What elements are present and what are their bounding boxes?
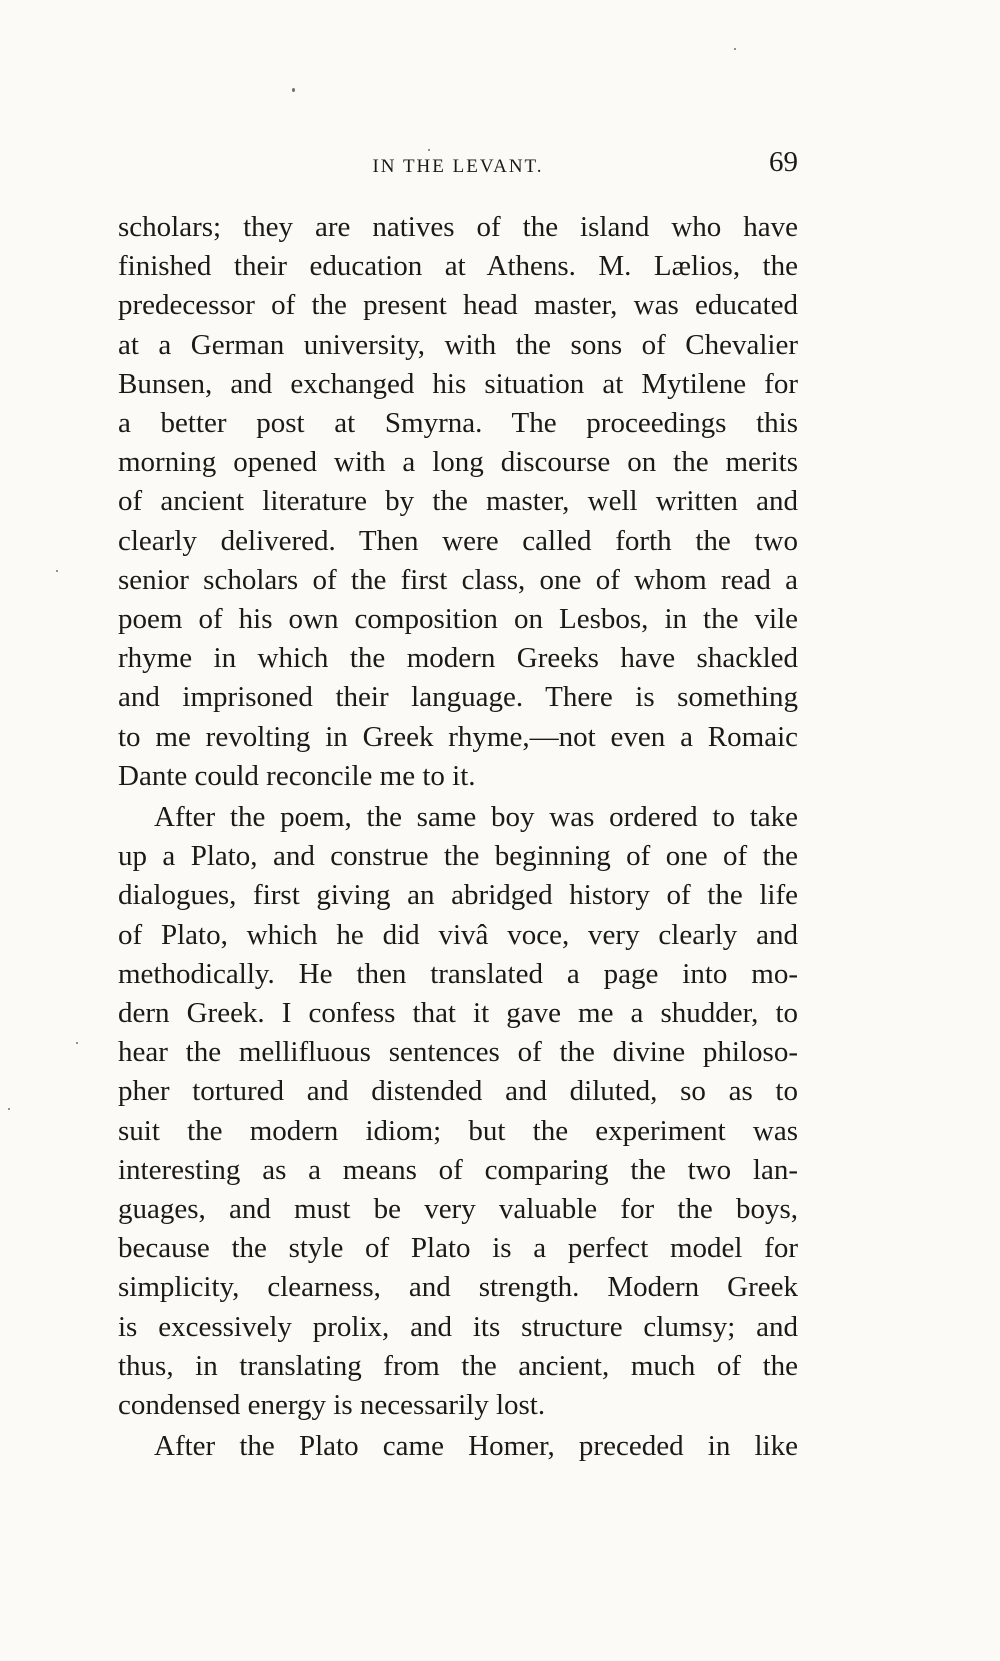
text-line: rhyme in which the modern Greeks have shackled: [118, 642, 798, 675]
paragraph-1: [118, 208, 798, 796]
body-text: [118, 208, 798, 1488]
text-line: dern Greek. I confess that it gave me a shudder, to: [118, 997, 798, 1030]
text-line: morning opened with a long discourse on the merits: [118, 446, 798, 479]
page-speck: [76, 1042, 78, 1044]
text-line: is excessively prolix, and its structure clumsy; and: [118, 1310, 798, 1343]
page-speck: [734, 48, 736, 50]
text-line: of Plato, which he did vivâ voce, very clearly and: [118, 918, 798, 951]
text-line: to me revolting in Greek rhyme,—not even a Romaic: [118, 720, 798, 753]
text-line: Bunsen, and exchanged his situation at Mytilene for: [118, 367, 798, 400]
text-line: After the Plato came Homer, preceded in like: [154, 1430, 798, 1463]
text-line: a better post at Smyrna. The proceedings this: [118, 407, 798, 440]
text-line: dialogues, first giving an abridged history of the life: [118, 879, 798, 912]
text-line: and imprisoned their language. There is something: [118, 681, 798, 714]
text-line: interesting as a means of comparing the two lan-: [118, 1153, 798, 1186]
text-line: because the style of Plato is a perfect model for: [118, 1232, 798, 1265]
text-line: hear the mellifluous sentences of the divine philoso-: [118, 1036, 798, 1069]
paragraph-2: [118, 798, 798, 1425]
text-line: at a German university, with the sons of Chevalier: [118, 328, 798, 361]
page-speck: [8, 1108, 10, 1110]
text-line: thus, in translating from the ancient, much of the: [118, 1349, 798, 1382]
page-number: 69: [769, 146, 798, 178]
running-head: [118, 148, 798, 188]
text-line: Dante could reconcile me to it.: [118, 759, 476, 792]
text-line: guages, and must be very valuable for the boys,: [118, 1193, 798, 1226]
text-line: predecessor of the present head master, was educated: [118, 289, 798, 322]
page-speck: [292, 88, 295, 92]
page-speck: [428, 149, 430, 151]
text-line: methodically. He then translated a page into mo-: [118, 957, 798, 990]
text-line: of ancient literature by the master, well written and: [118, 485, 798, 518]
text-line: clearly delivered. Then were called forth the two: [118, 524, 798, 557]
page-speck: [56, 570, 58, 572]
text-line: finished their education at Athens. M. Lælios, the: [118, 250, 798, 283]
paragraph-3: [118, 1427, 798, 1466]
text-line: up a Plato, and construe the beginning of one of the: [118, 840, 798, 873]
text-line: senior scholars of the first class, one of whom read a: [118, 563, 798, 596]
text-line: pher tortured and distended and diluted, so as to: [118, 1075, 798, 1108]
text-line: simplicity, clearness, and strength. Modern Greek: [118, 1271, 798, 1304]
text-line: After the poem, the same boy was ordered to take: [154, 801, 798, 834]
text-line: poem of his own composition on Lesbos, in the vile: [118, 603, 798, 636]
text-line: suit the modern idiom; but the experiment was: [118, 1114, 798, 1147]
text-line: condensed energy is necessarily lost.: [118, 1389, 546, 1422]
text-line: scholars; they are natives of the island who have: [118, 211, 798, 243]
running-title: IN THE LEVANT.: [372, 156, 544, 177]
